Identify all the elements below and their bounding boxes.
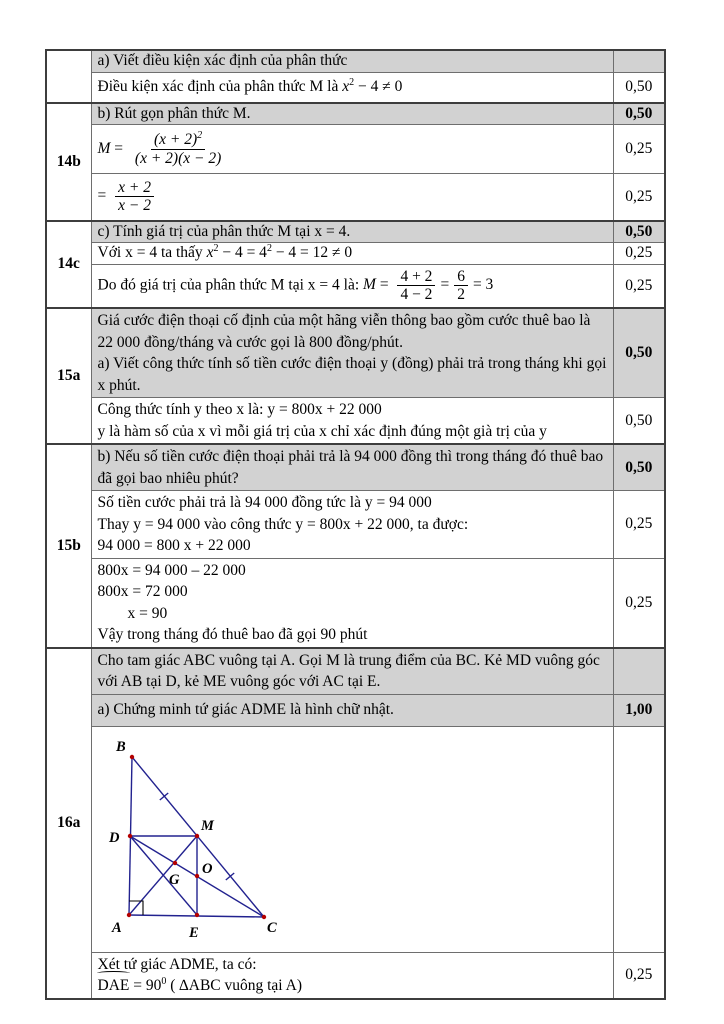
answer-cell: [91, 308, 613, 398]
row-text: Do đó giá trị của phân thức M tại x = 4 là:: [97, 276, 364, 294]
answer-cell: [91, 491, 613, 559]
math-text: = 3: [472, 276, 494, 294]
row-text: Với x = 4 ta thấy: [97, 244, 207, 261]
math-text: = 90: [129, 977, 162, 994]
math-var: M: [363, 276, 376, 294]
points-cell: [613, 726, 665, 952]
question-cell: 14c: [46, 221, 91, 309]
math-var: M: [97, 139, 111, 157]
fraction: [115, 179, 154, 215]
row-text: 800x = 72 000: [97, 583, 188, 600]
row-text: Số tiền cước phải trả là 94 000 đồng tức là y = 94 000: [97, 494, 432, 511]
math-sup: 2: [197, 129, 203, 141]
table-row: [46, 103, 665, 125]
points-cell: [613, 50, 665, 72]
math-sup: 2: [213, 242, 219, 254]
points-cell: 0,25: [613, 174, 665, 221]
table-row: [46, 398, 665, 445]
geometry-figure-wrap: [98, 728, 607, 951]
answer-cell: [91, 242, 613, 264]
points-cell: 0,50: [613, 221, 665, 243]
table-row: [46, 444, 665, 491]
question-cell: 14b: [46, 103, 91, 221]
row-text: x = 90: [127, 604, 168, 622]
answer-cell: [91, 444, 613, 491]
table-row: [46, 558, 665, 648]
math-text: ( ∆ABC vuông tại A): [166, 977, 302, 994]
vertex-label-C: C: [266, 919, 277, 936]
answer-cell: [91, 558, 613, 648]
fraction: [132, 131, 224, 167]
question-cell: 16a: [46, 648, 91, 999]
answer-cell: [91, 125, 613, 174]
vertex-label-B: B: [115, 738, 126, 755]
table-row: [46, 174, 665, 221]
answer-cell: [91, 50, 613, 72]
table-row: [46, 221, 665, 243]
points-cell: 0,25: [613, 264, 665, 308]
points-cell: 0,25: [613, 491, 665, 559]
points-cell: 0,25: [613, 242, 665, 264]
table-row: [46, 648, 665, 695]
row-text: 94 000 = 800 x + 22 000: [97, 537, 251, 554]
vertex-label-D: D: [108, 829, 119, 846]
answer-cell: [91, 72, 613, 103]
points-cell: 0,25: [613, 952, 665, 999]
points-cell: 0,50: [613, 308, 665, 398]
math-text: =: [440, 276, 450, 294]
row-text: a) Chứng minh tứ giác ADME là hình chữ nhật.: [97, 701, 394, 718]
question-cell: 15a: [46, 308, 91, 444]
angle-notation: DAE: [98, 975, 130, 997]
fraction-numerator: 4 + 2: [397, 268, 435, 286]
answer-cell-figure: [91, 726, 613, 952]
row-text: a) Viết công thức tính số tiền cước điện thoại y (đồng) phải trả trong tháng khi gọi x phút.: [97, 355, 607, 394]
table-row: [46, 72, 665, 103]
points-cell: 1,00: [613, 694, 665, 726]
fraction-denominator: 4 − 2: [400, 286, 433, 304]
math-var: x: [206, 244, 214, 261]
row-text: b) Rút gọn phân thức M.: [97, 105, 251, 122]
math-text: − 4 = 12 ≠ 0: [271, 244, 353, 261]
fraction-numerator: 6: [454, 268, 468, 286]
row-text: b) Nếu số tiền cước điện thoại phải trả là 94 000 đồng thì trong tháng đó thuê bao đã gọi bao nhiêu phút?: [97, 448, 604, 487]
row-text: Công thức tính y theo x là: y = 800x + 22 000: [97, 401, 382, 418]
points-cell: 0,25: [613, 558, 665, 648]
answer-cell: [91, 648, 613, 695]
geometry-figure: [100, 734, 310, 946]
math-sup: 2: [349, 77, 355, 89]
row-text: Thay y = 94 000 vào công thức y = 800x + 22 000, ta được:: [97, 515, 469, 533]
vertex-label-E: E: [188, 924, 199, 941]
fraction: [397, 268, 435, 304]
answer-cell: [91, 694, 613, 726]
math-var: x: [342, 78, 350, 96]
fraction-numerator: x + 2: [115, 179, 154, 197]
points-cell: 0,50: [613, 398, 665, 445]
row-text: Vậy trong tháng đó thuê bao đã gọi 90 phút: [97, 626, 368, 643]
question-cell-empty: [46, 50, 91, 103]
points-cell: [613, 648, 665, 695]
math-text: =: [375, 276, 393, 294]
table-row: [46, 50, 665, 72]
table-row: [46, 125, 665, 174]
row-text: 800x = 94 000 – 22 000: [97, 561, 246, 579]
table-row: [46, 242, 665, 264]
table-row: [46, 308, 665, 398]
vertex-label-A: A: [111, 919, 122, 936]
table-row: [46, 491, 665, 559]
row-text: Xét tứ giác ADME, ta có:: [97, 955, 257, 973]
answer-cell: [91, 952, 613, 999]
math-text: − 4 ≠ 0: [354, 78, 403, 96]
points-cell: 0,50: [613, 444, 665, 491]
fraction-denominator: 2: [457, 286, 465, 304]
row-text: y là hàm số của x vì mỗi giá trị của x chỉ xác định đúng một già trị của y: [97, 422, 547, 440]
table-row: [46, 952, 665, 999]
row-text: a) Viết điều kiện xác định của phân thức: [97, 52, 348, 70]
answer-table: [45, 49, 666, 1000]
vertex-label-O: O: [201, 860, 212, 877]
fraction-denominator: x − 2: [118, 197, 151, 215]
math-text: =: [110, 139, 127, 157]
answer-cell: [91, 398, 613, 445]
question-cell: 15b: [46, 444, 91, 648]
row-text: Cho tam giác ABC vuông tại A. Gọi M là trung điểm của BC. Kẻ MD vuông góc với AB tại D, kẻ ME vuông góc với AC tại E.: [97, 651, 600, 690]
fraction-denominator: (x + 2)(x − 2): [134, 149, 222, 167]
answer-cell: [91, 264, 613, 308]
vertex-label-M: M: [200, 817, 214, 834]
points-cell: 0,50: [613, 103, 665, 125]
vertex-label-G: G: [168, 871, 179, 888]
math-text: − 4 = 4: [218, 244, 267, 261]
points-cell: 0,25: [613, 125, 665, 174]
fraction: [454, 268, 468, 304]
row-text: Giá cước điện thoại cố định của một hãng viễn thông bao gồm cước thuê bao là 22 000 đồng/tháng và cước gọi là 800 đồng/phút.: [97, 312, 591, 351]
math-sup: 2: [266, 242, 272, 254]
math-text: =: [97, 187, 111, 205]
table-row: [46, 264, 665, 308]
table-row: [46, 726, 665, 952]
answer-cell: [91, 174, 613, 221]
row-text: Điều kiện xác định của phân thức M là: [97, 78, 343, 96]
answer-cell: [91, 103, 613, 125]
fraction-numerator: (x + 2): [154, 131, 198, 149]
points-cell: 0,50: [613, 72, 665, 103]
math-sup: 0: [161, 975, 167, 987]
table-row: [46, 694, 665, 726]
row-text: c) Tính giá trị của phân thức M tại x = 4.: [97, 222, 351, 240]
answer-cell: [91, 221, 613, 243]
